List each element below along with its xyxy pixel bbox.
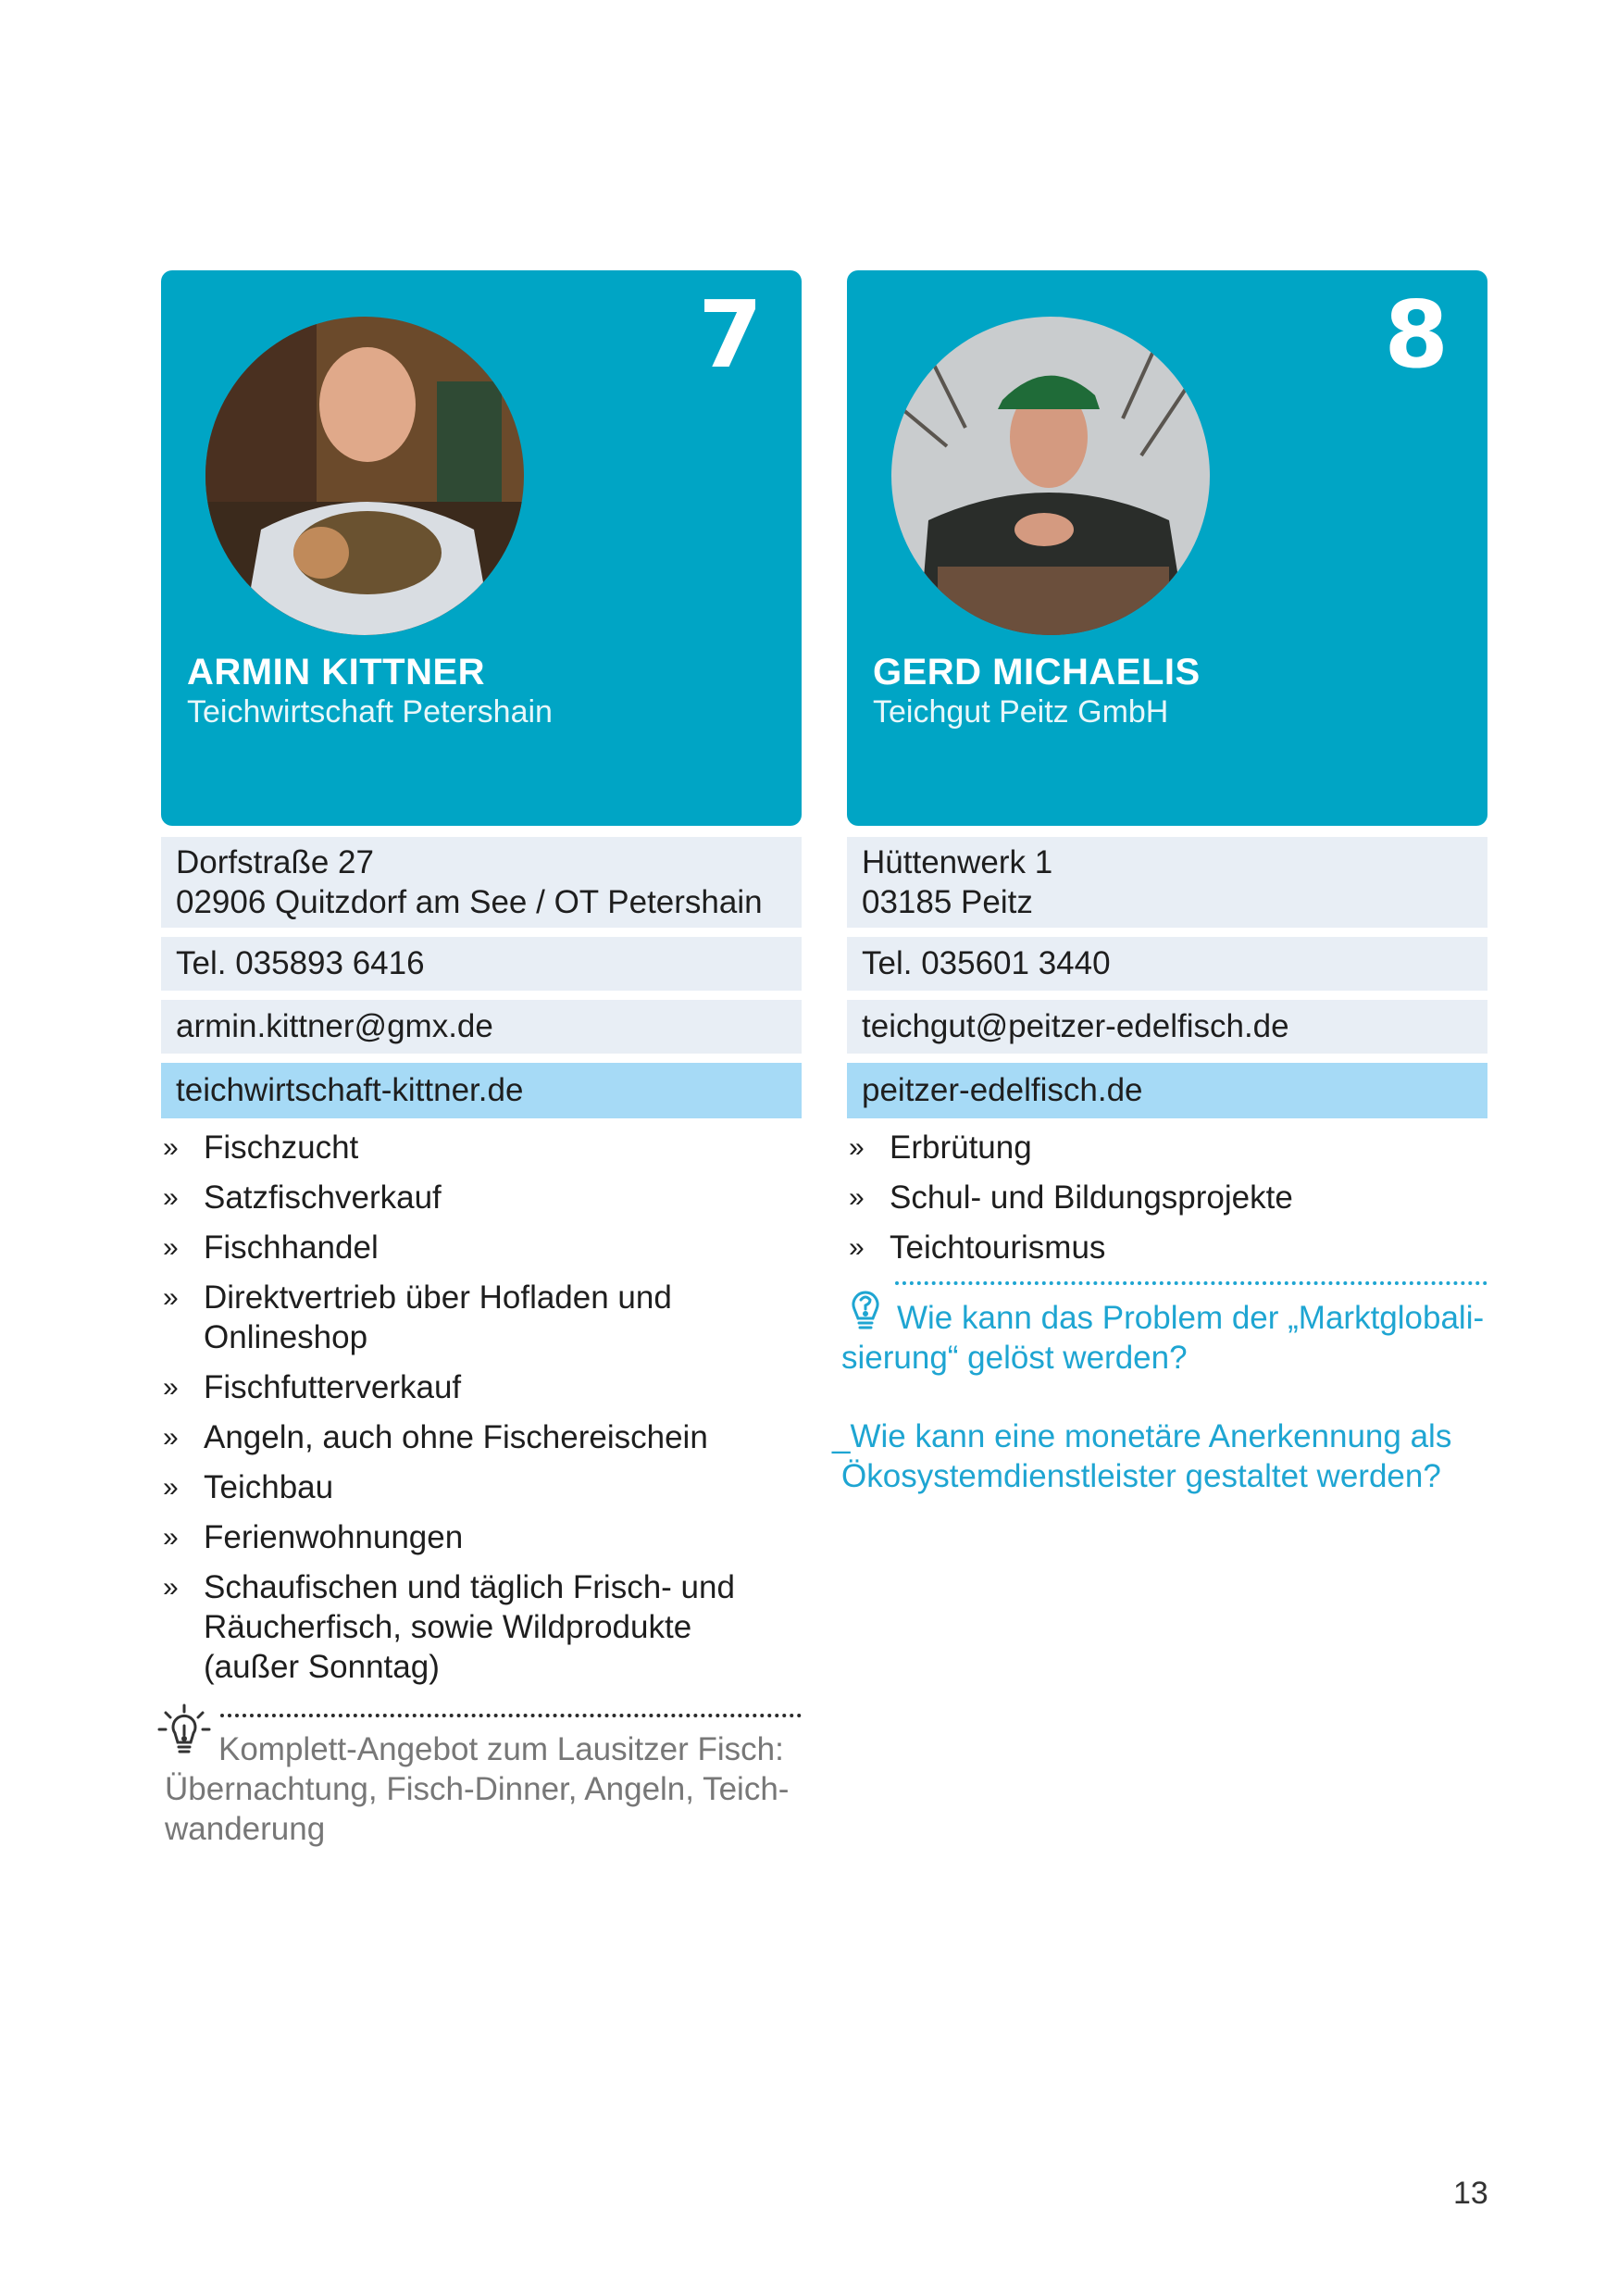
service-line: (außer Sonntag): [204, 1649, 440, 1685]
email-link[interactable]: armin.kittner@gmx.de: [176, 1008, 493, 1044]
bullet-mark: »: [163, 1132, 179, 1163]
service-line: Räucherfisch, sowie Wildprodukte: [204, 1609, 692, 1645]
organization: Teichwirtschaft Petershain: [187, 694, 553, 730]
phone-number: Tel. 035601 3440: [862, 945, 1111, 981]
address-city: 02906 Quitzdorf am See / OT Petershain: [176, 884, 763, 920]
tip-line: Komplett-Angebot zum Lausitzer Fisch:: [218, 1731, 784, 1767]
service-line: Angeln, auch ohne Fischereischein: [204, 1419, 708, 1455]
tip-line: wanderung: [165, 1811, 326, 1847]
tip-divider: [220, 1714, 802, 1717]
bullet-mark: »: [163, 1422, 179, 1453]
service-item: [163, 1278, 803, 1357]
bullet-mark: »: [849, 1232, 865, 1263]
question-line: Wie kann das Problem der „Marktglobali-: [897, 1300, 1485, 1336]
bullet-mark: »: [163, 1182, 179, 1213]
card-number: 8: [1384, 281, 1449, 389]
service-line: Schul- und Bildungsprojekte: [890, 1179, 1293, 1216]
bullet-mark: »: [163, 1232, 179, 1263]
question-line: Ökosystemdienstleister gestaltet werden?: [841, 1458, 1441, 1494]
bullet-mark: »: [849, 1132, 865, 1163]
question-text-2: [832, 1416, 1499, 1496]
card-number: 7: [698, 281, 763, 389]
address-city: 03185 Peitz: [862, 884, 1033, 920]
address-box: [161, 837, 802, 928]
website-box[interactable]: [161, 1063, 802, 1118]
question-divider: [895, 1281, 1487, 1285]
page-number: 13: [1453, 2176, 1488, 2211]
service-item: [163, 1417, 803, 1457]
portrait-photo: [891, 317, 1210, 635]
service-item: [163, 1467, 803, 1507]
email-box[interactable]: [161, 1000, 802, 1054]
service-item: [849, 1128, 1489, 1167]
service-line: Fischhandel: [204, 1229, 379, 1266]
bullet-mark: »: [163, 1472, 179, 1503]
service-item: [163, 1228, 803, 1267]
service-item: [163, 1567, 803, 1687]
bullet-mark: »: [163, 1522, 179, 1553]
address-box: [847, 837, 1487, 928]
person-name: GERD MICHAELIS: [873, 652, 1201, 693]
service-line: Ferienwohnungen: [204, 1519, 464, 1555]
services-list: [163, 1128, 803, 1697]
address-street: Dorfstraße 27: [176, 844, 374, 880]
service-line: Teichtourismus: [890, 1229, 1106, 1266]
service-item: [849, 1228, 1489, 1267]
service-item: [849, 1178, 1489, 1217]
service-line: Schaufischen und täglich Frisch- und: [204, 1569, 735, 1605]
question-line: _Wie kann eine monetäre Anerkennung als: [832, 1418, 1452, 1454]
service-line: Erbrütung: [890, 1129, 1032, 1166]
phone-number: Tel. 035893 6416: [176, 945, 425, 981]
service-line: Onlineshop: [204, 1319, 368, 1355]
person-name: ARMIN KITTNER: [187, 652, 486, 693]
email-link[interactable]: teichgut@peitzer-edelfisch.de: [862, 1008, 1289, 1044]
email-box[interactable]: [847, 1000, 1487, 1054]
service-line: Fischzucht: [204, 1129, 359, 1166]
service-line: Satzfischverkauf: [204, 1179, 442, 1216]
bullet-mark: »: [163, 1282, 179, 1313]
phone-box: [847, 937, 1487, 991]
question-text-1: [841, 1298, 1508, 1378]
phone-box: [161, 937, 802, 991]
service-line: Teichbau: [204, 1469, 334, 1505]
question-line: sierung“ gelöst werden?: [841, 1340, 1188, 1376]
website-link[interactable]: teichwirtschaft-kittner.de: [176, 1072, 524, 1108]
service-item: [163, 1367, 803, 1407]
service-item: [163, 1517, 803, 1557]
bullet-mark: »: [163, 1572, 179, 1603]
website-box[interactable]: [847, 1063, 1487, 1118]
service-item: [163, 1128, 803, 1167]
website-link[interactable]: peitzer-edelfisch.de: [862, 1072, 1143, 1108]
bullet-mark: »: [849, 1182, 865, 1213]
portrait-photo: [205, 317, 524, 635]
card-header: [847, 270, 1487, 826]
service-item: [163, 1178, 803, 1217]
card-header: [161, 270, 802, 826]
bullet-mark: »: [163, 1372, 179, 1403]
service-line: Fischfutterverkauf: [204, 1369, 462, 1405]
organization: Teichgut Peitz GmbH: [873, 694, 1169, 730]
address-street: Hüttenwerk 1: [862, 844, 1053, 880]
tip-text: [165, 1729, 813, 1849]
service-line: Direktvertrieb über Hofladen und: [204, 1279, 672, 1316]
services-list: [849, 1128, 1489, 1278]
tip-line: Übernachtung, Fisch-Dinner, Angeln, Teich-: [165, 1771, 790, 1807]
